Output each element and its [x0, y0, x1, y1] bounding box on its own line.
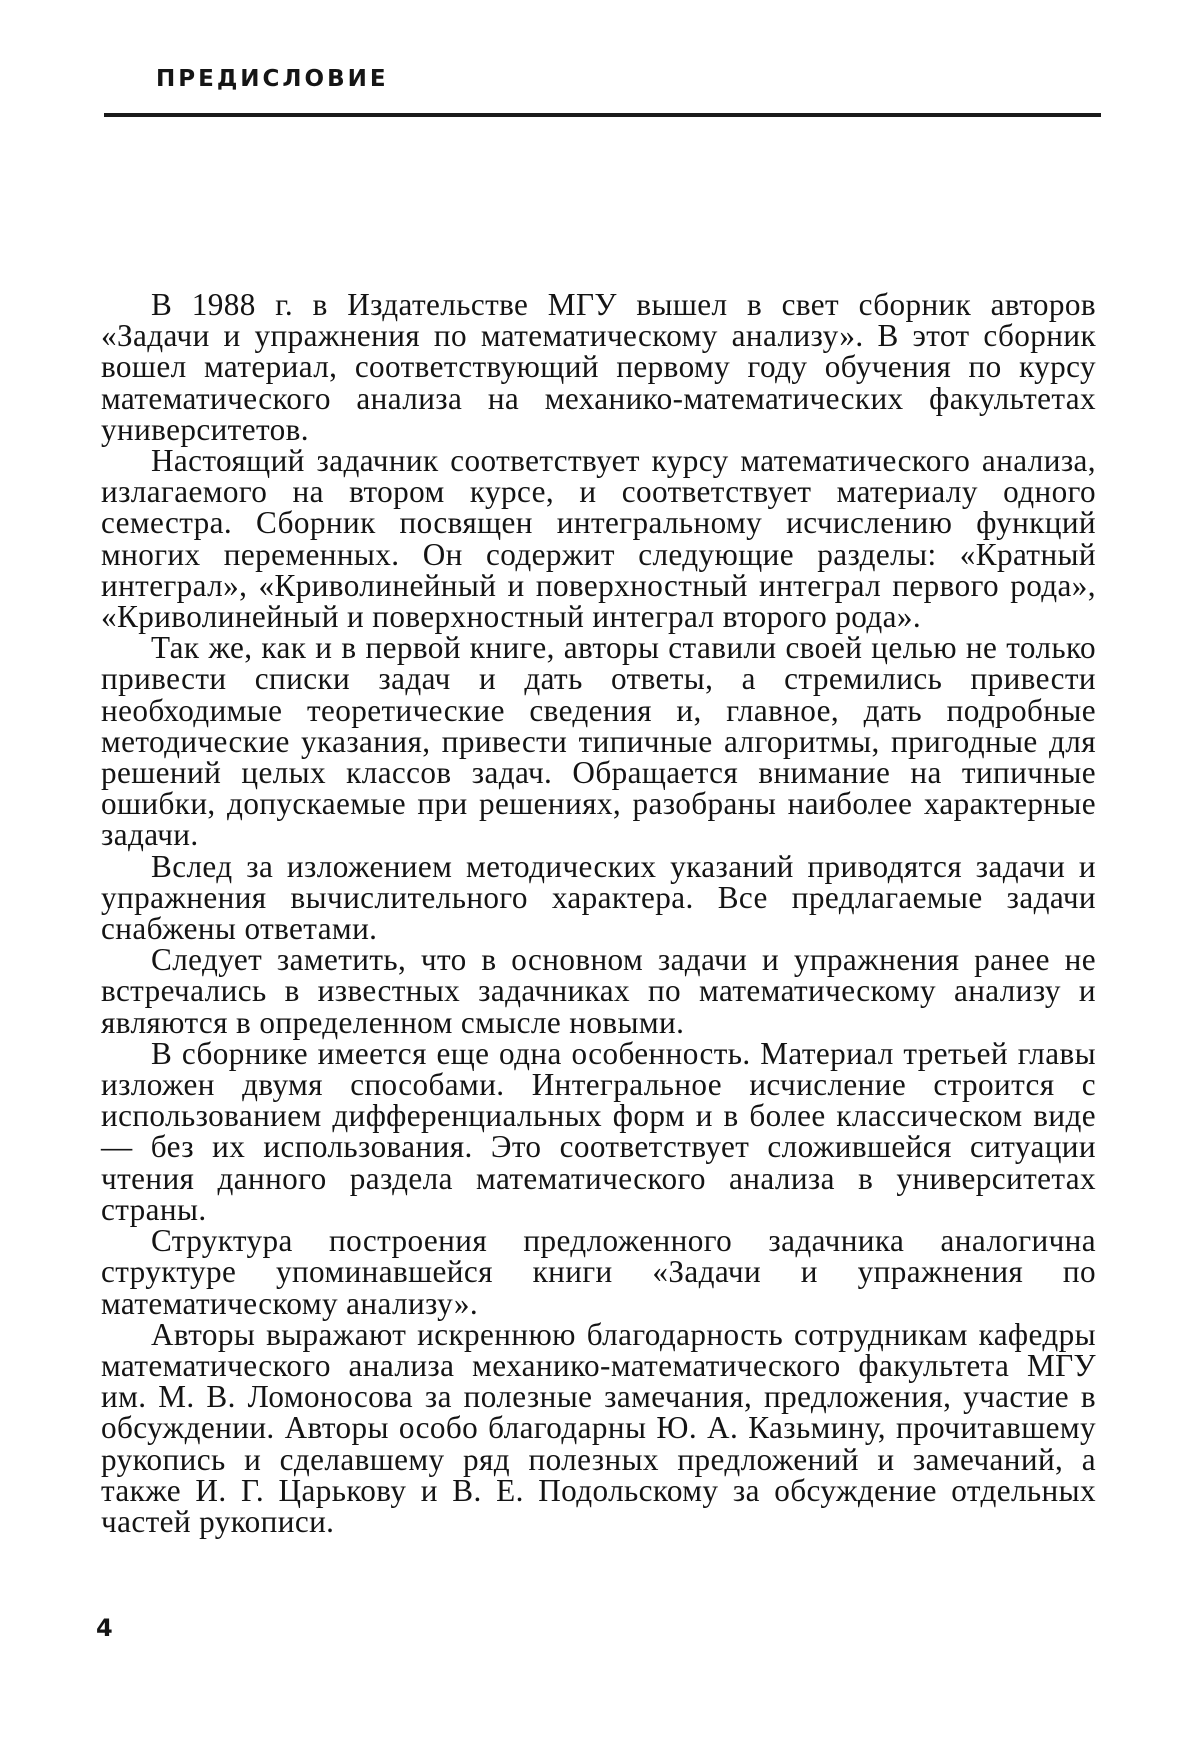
- page-number: 4: [96, 1614, 113, 1642]
- paragraph-8: Авторы выражают искреннюю благодарность сотрудникам кафедры математического анализа механико-математического факультета МГУ им. М. В. Ломоносова за полезные замечания, предложения, участие в обсуждении. Авторы особо благодарны Ю. А. Казьмину, прочитавшему рукопись и сделавшему ряд полезных предложений и замечаний, а также И. Г. Царькову и В. Е. Подольскому за обсуждение отдельных частей рукописи.: [101, 1316, 1096, 1539]
- paragraph-5: Следует заметить, что в основном задачи и упражнения ранее не встречались в известных задачниках по математическому анализу и являются в определенном смысле новыми.: [101, 942, 1096, 1040]
- paragraph-1: В 1988 г. в Издательстве МГУ вышел в свет сборник авторов «Задачи и упражнения по математическому анализу». В этот сборник вошел материал, соответствующий первому году обучения по курсу математического анализа на механико-математических факультетах университетов.: [101, 287, 1096, 447]
- paragraph-4: Вслед за изложением методических указаний приводятся задачи и упражнения вычислительного характера. Все предлагаемые задачи снабжены ответами.: [101, 848, 1096, 947]
- paragraph-2: Настоящий задачник соответствует курсу математического анализа, излагаемого на втором курсе, и соответствует материалу одного семестра. Сборник посвящен интегральному исчислению функций многих переменных. Он содержит следующие разделы: «Кратный интеграл», «Криволинейный и поверхностный интеграл первого рода», «Криволинейный и поверхностный интеграл второго рода».: [101, 443, 1096, 635]
- preface-body: [101, 289, 1096, 1537]
- header-rule: [104, 113, 1101, 117]
- paragraph-3: Так же, как и в первой книге, авторы ставили своей целью не только привести списки задач и дать ответы, а стремились привести необходимые теоретические сведения и, главное, дать подробные методические указания, привести типичные алгоритмы, пригодные для решений целых классов задач. Обращается внимание на типичные ошибки, допускаемые при решениях, разобраны наиболее характерные задачи.: [101, 630, 1096, 853]
- running-head-title: ПРЕДИСЛОВИЕ: [156, 66, 389, 92]
- paragraph-7: Структура построения предложенного задачника аналогична структуре упоминавшейся книги «Задачи и упражнения по математическому анализу».: [101, 1223, 1096, 1321]
- paragraph-6: В сборнике имеется еще одна особенность. Материал третьей главы изложен двумя способами. Интегральное исчисление строится с использованием дифференциальных форм и в более классическом виде — без их использования. Это соответствует сложившейся ситуации чтения данного раздела математического анализа в университетах страны.: [101, 1035, 1096, 1227]
